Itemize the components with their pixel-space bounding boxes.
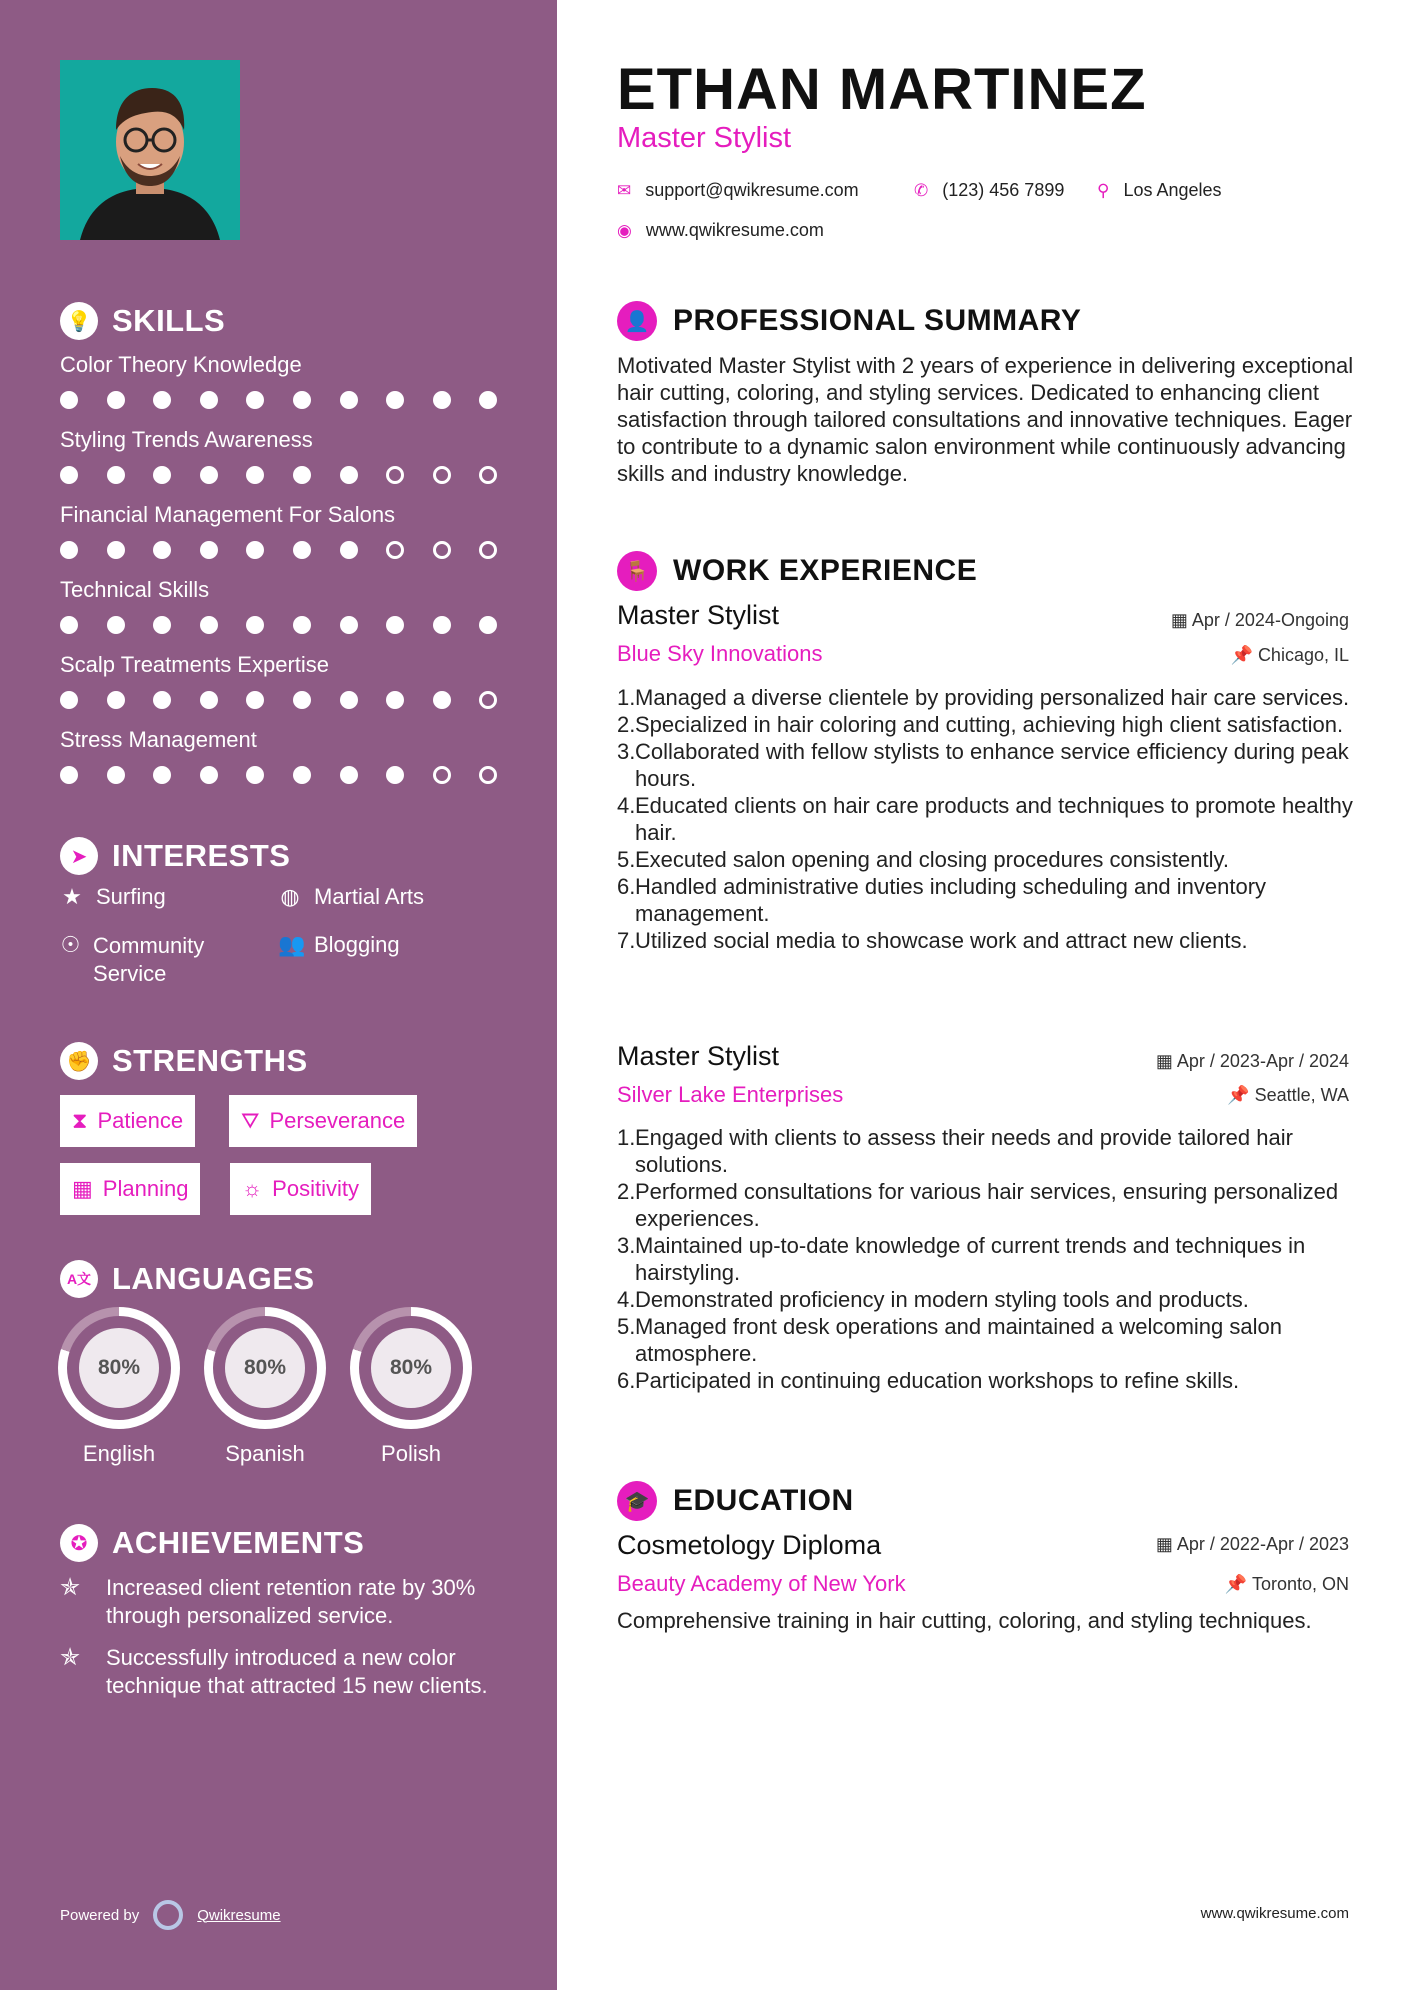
- rating-dot-filled: [386, 616, 404, 634]
- rating-dot-filled: [293, 691, 311, 709]
- rating-dot-empty: [479, 766, 497, 784]
- achievement-item: ✯ Increased client retention rate by 30% through personalized service.: [60, 1574, 476, 1628]
- rating-dot-filled: [200, 616, 218, 634]
- profile-photo: [60, 60, 240, 240]
- rating-dot-filled: [60, 541, 78, 559]
- rating-dot-filled: [153, 466, 171, 484]
- skills-heading: 💡 SKILLS: [60, 302, 225, 340]
- rating-dot-filled: [200, 391, 218, 409]
- job-duties: [617, 684, 1362, 954]
- strength-badge: ⧗ Patience: [60, 1095, 195, 1147]
- skill-label: Stress Management: [60, 727, 257, 752]
- qwikresume-link[interactable]: Qwikresume: [197, 1906, 281, 1924]
- rating-dot-filled: [107, 466, 125, 484]
- list-item: 2. Specialized in hair coloring and cutting, achieving high client satisfaction.: [617, 712, 1344, 737]
- rating-dot-empty: [479, 466, 497, 484]
- calendar-icon: ▦: [1155, 1051, 1177, 1071]
- skill-label: Financial Management For Salons: [60, 502, 396, 527]
- map-pin-icon: ⚲: [1097, 180, 1110, 200]
- rating-dot-filled: [246, 616, 264, 634]
- skill-rating: [60, 616, 526, 634]
- calendar-icon: ▦: [1155, 1534, 1177, 1554]
- job-title: Master Stylist: [617, 600, 780, 630]
- list-item: 3. Maintained up-to-date knowledge of current trends and techniques in hairstyling.: [617, 1233, 1306, 1285]
- list-item: 4. Demonstrated proficiency in modern styling tools and products.: [617, 1287, 1249, 1312]
- interests-heading: ➤ INTERESTS: [60, 837, 290, 875]
- skill-label: Scalp Treatments Expertise: [60, 652, 330, 677]
- skill-rating: [60, 691, 526, 709]
- pushpin-icon: 📌: [1230, 645, 1258, 665]
- phone-icon: ✆: [914, 180, 929, 200]
- education-heading: 🎓 EDUCATION: [617, 1481, 854, 1521]
- job-date: ▦ Apr / 2023-Apr / 2024: [1155, 1051, 1349, 1071]
- contact-phone[interactable]: ✆ (123) 456 7899: [914, 180, 1065, 200]
- rating-dot-filled: [153, 391, 171, 409]
- skill-label: Styling Trends Awareness: [60, 427, 313, 452]
- summary-heading: 👤 PROFESSIONAL SUMMARY: [617, 301, 1081, 341]
- rating-dot-filled: [246, 766, 264, 784]
- list-item: 3. Collaborated with fellow stylists to enhance service efficiency during peak hours.: [617, 739, 1349, 791]
- rating-dot-filled: [340, 766, 358, 784]
- rating-dot-filled: [107, 691, 125, 709]
- graduate-icon: 🎓: [617, 1481, 657, 1521]
- rating-dot-empty: [433, 541, 451, 559]
- candidate-name: ETHAN MARTINEZ: [617, 57, 1147, 122]
- shooting-star-icon: ✯: [60, 1644, 81, 1671]
- powered-by: Powered by Qwikresume: [60, 1900, 281, 1930]
- rating-dot-filled: [200, 541, 218, 559]
- pushpin-icon: 📌: [1224, 1574, 1252, 1594]
- footer-website[interactable]: www.qwikresume.com: [1200, 1905, 1349, 1922]
- contact-location: ⚲ Los Angeles: [1097, 180, 1222, 200]
- main-content: [557, 0, 1407, 1990]
- shooting-star-icon: ✯: [60, 1574, 81, 1601]
- users-icon: 👥: [278, 932, 306, 957]
- interest-item: ☉ Community Service: [60, 932, 205, 986]
- rating-dot-filled: [433, 391, 451, 409]
- skill-label: Technical Skills: [60, 577, 210, 602]
- summary-text: Motivated Master Stylist with 2 years of experience in delivering exceptional hair cutting, coloring, and styling services. Dedicated to enhancing client satisfaction through tailored consultations and innovative techniques. Eager to contribute to a dynamic salon environment while continuously advancing skills and industry knowledge.: [617, 353, 1354, 486]
- rating-dot-filled: [340, 616, 358, 634]
- rating-dot-filled: [246, 691, 264, 709]
- rating-dot-empty: [433, 766, 451, 784]
- achievements-heading: ✪ ACHIEVEMENTS: [60, 1524, 364, 1562]
- star-badge-icon: ✪: [60, 1524, 98, 1562]
- languages-heading: A文 LANGUAGES: [60, 1260, 315, 1298]
- list-item: 7. Utilized social media to showcase work and attract new clients.: [617, 928, 1248, 953]
- language-ring: 80%: [204, 1307, 326, 1429]
- rating-dot-filled: [107, 391, 125, 409]
- language-item: 80% English: [46, 1307, 192, 1467]
- contact-website[interactable]: ◉ www.qwikresume.com: [617, 220, 824, 240]
- achievement-item: ✯ Successfully introduced a new color technique that attracted 15 new clients.: [60, 1644, 488, 1698]
- skill-rating: [60, 766, 526, 784]
- rating-dot-filled: [153, 616, 171, 634]
- strengths-heading: ✊ STRENGTHS: [60, 1042, 308, 1080]
- hand-icon: ☉: [60, 932, 81, 957]
- rating-dot-filled: [107, 766, 125, 784]
- degree-title: Cosmetology Diploma: [617, 1530, 882, 1560]
- rating-dot-filled: [293, 466, 311, 484]
- job-duties: [617, 1124, 1362, 1394]
- rating-dot-filled: [340, 691, 358, 709]
- rating-dot-empty: [433, 466, 451, 484]
- list-item: 1. Managed a diverse clientele by providing personalized hair care services.: [617, 685, 1350, 710]
- school-name: Beauty Academy of New York: [617, 1571, 906, 1596]
- job-location: 📌 Seattle, WA: [1227, 1085, 1349, 1105]
- rating-dot-empty: [386, 541, 404, 559]
- globe-icon: ◍: [280, 884, 300, 909]
- rating-dot-filled: [200, 466, 218, 484]
- rating-dot-filled: [479, 391, 497, 409]
- rating-dot-filled: [200, 766, 218, 784]
- rating-dot-empty: [479, 691, 497, 709]
- company-name: Silver Lake Enterprises: [617, 1082, 844, 1107]
- interest-item: ★ Surfing: [60, 884, 166, 910]
- user-icon: 👤: [617, 301, 657, 341]
- skill-label: Color Theory Knowledge: [60, 352, 302, 377]
- qwikresume-logo-icon: [153, 1900, 183, 1930]
- rating-dot-filled: [200, 691, 218, 709]
- rating-dot-filled: [60, 691, 78, 709]
- interest-item: 👥 Blogging: [278, 932, 400, 957]
- rating-dot-filled: [340, 541, 358, 559]
- rating-dot-filled: [107, 541, 125, 559]
- list-item: 6. Handled administrative duties including scheduling and inventory management.: [617, 874, 1267, 926]
- calendar-icon: ▦: [72, 1176, 93, 1201]
- list-item: 5. Managed front desk operations and maintained a welcoming salon atmosphere.: [617, 1314, 1282, 1366]
- list-item: 4. Educated clients on hair care products and techniques to promote healthy hair.: [617, 793, 1353, 845]
- rating-dot-filled: [340, 391, 358, 409]
- lightbulb-icon: 💡: [60, 302, 98, 340]
- rating-dot-filled: [433, 691, 451, 709]
- education-date: ▦ Apr / 2022-Apr / 2023: [1155, 1534, 1349, 1554]
- sidebar: [0, 0, 557, 1990]
- strength-badge: ▦ Planning: [60, 1163, 200, 1215]
- list-item: 6. Participated in continuing education workshops to refine skills.: [617, 1368, 1240, 1393]
- star-icon: ★: [62, 884, 82, 909]
- language-item: 80% Spanish: [192, 1307, 338, 1467]
- strength-badge: ☼ Positivity: [230, 1163, 371, 1215]
- rating-dot-filled: [60, 616, 78, 634]
- rating-dot-filled: [293, 541, 311, 559]
- language-ring: 80%: [58, 1307, 180, 1429]
- rating-dot-filled: [479, 616, 497, 634]
- rating-dot-filled: [246, 541, 264, 559]
- hourglass-icon: ⧗: [72, 1108, 88, 1133]
- rating-dot-filled: [60, 466, 78, 484]
- company-name: Blue Sky Innovations: [617, 641, 823, 666]
- chair-icon: 🪑: [617, 551, 657, 591]
- rating-dot-filled: [386, 691, 404, 709]
- rating-dot-filled: [340, 466, 358, 484]
- calendar-icon: ▦: [1170, 610, 1192, 630]
- rating-dot-empty: [386, 466, 404, 484]
- rating-dot-filled: [60, 391, 78, 409]
- rating-dot-filled: [107, 616, 125, 634]
- language-icon: A文: [60, 1260, 98, 1298]
- job-location: 📌 Chicago, IL: [1230, 645, 1349, 665]
- road-icon: ⛛: [241, 1108, 260, 1133]
- skill-rating: [60, 466, 526, 484]
- rating-dot-filled: [60, 766, 78, 784]
- rating-dot-filled: [246, 466, 264, 484]
- contact-email[interactable]: ✉ support@qwikresume.com: [617, 180, 859, 200]
- skill-rating: [60, 391, 526, 409]
- paper-plane-icon: ➤: [60, 837, 98, 875]
- strength-badge: ⛛ Perseverance: [229, 1095, 417, 1147]
- rating-dot-filled: [246, 391, 264, 409]
- skill-rating: [60, 541, 526, 559]
- sun-icon: ☼: [242, 1176, 263, 1201]
- education-location: 📌 Toronto, ON: [1224, 1574, 1349, 1594]
- interest-item: ◍ Martial Arts: [278, 884, 424, 910]
- job-title: Master Stylist: [617, 1041, 780, 1071]
- experience-heading: 🪑 WORK EXPERIENCE: [617, 551, 977, 591]
- list-item: 1. Engaged with clients to assess their needs and provide tailored hair solutions.: [617, 1125, 1293, 1177]
- rating-dot-empty: [479, 541, 497, 559]
- rating-dot-filled: [293, 766, 311, 784]
- rating-dot-filled: [433, 616, 451, 634]
- education-description: Comprehensive training in hair cutting, coloring, and styling techniques.: [617, 1608, 1312, 1633]
- list-item: 2. Performed consultations for various hair services, ensuring personalized experiences.: [617, 1179, 1339, 1231]
- rating-dot-filled: [293, 391, 311, 409]
- job-date: ▦ Apr / 2024-Ongoing: [1170, 610, 1349, 630]
- language-ring: 80%: [350, 1307, 472, 1429]
- fist-icon: ✊: [60, 1042, 98, 1080]
- rating-dot-filled: [386, 766, 404, 784]
- pushpin-icon: 📌: [1227, 1085, 1255, 1105]
- list-item: 5. Executed salon opening and closing procedures consistently.: [617, 847, 1229, 872]
- language-item: 80% Polish: [338, 1307, 484, 1467]
- globe-icon: ◉: [617, 220, 632, 240]
- rating-dot-filled: [153, 541, 171, 559]
- rating-dot-filled: [386, 391, 404, 409]
- envelope-icon: ✉: [617, 180, 632, 200]
- rating-dot-filled: [153, 691, 171, 709]
- rating-dot-filled: [153, 766, 171, 784]
- candidate-role: Master Stylist: [617, 122, 792, 154]
- rating-dot-filled: [293, 616, 311, 634]
